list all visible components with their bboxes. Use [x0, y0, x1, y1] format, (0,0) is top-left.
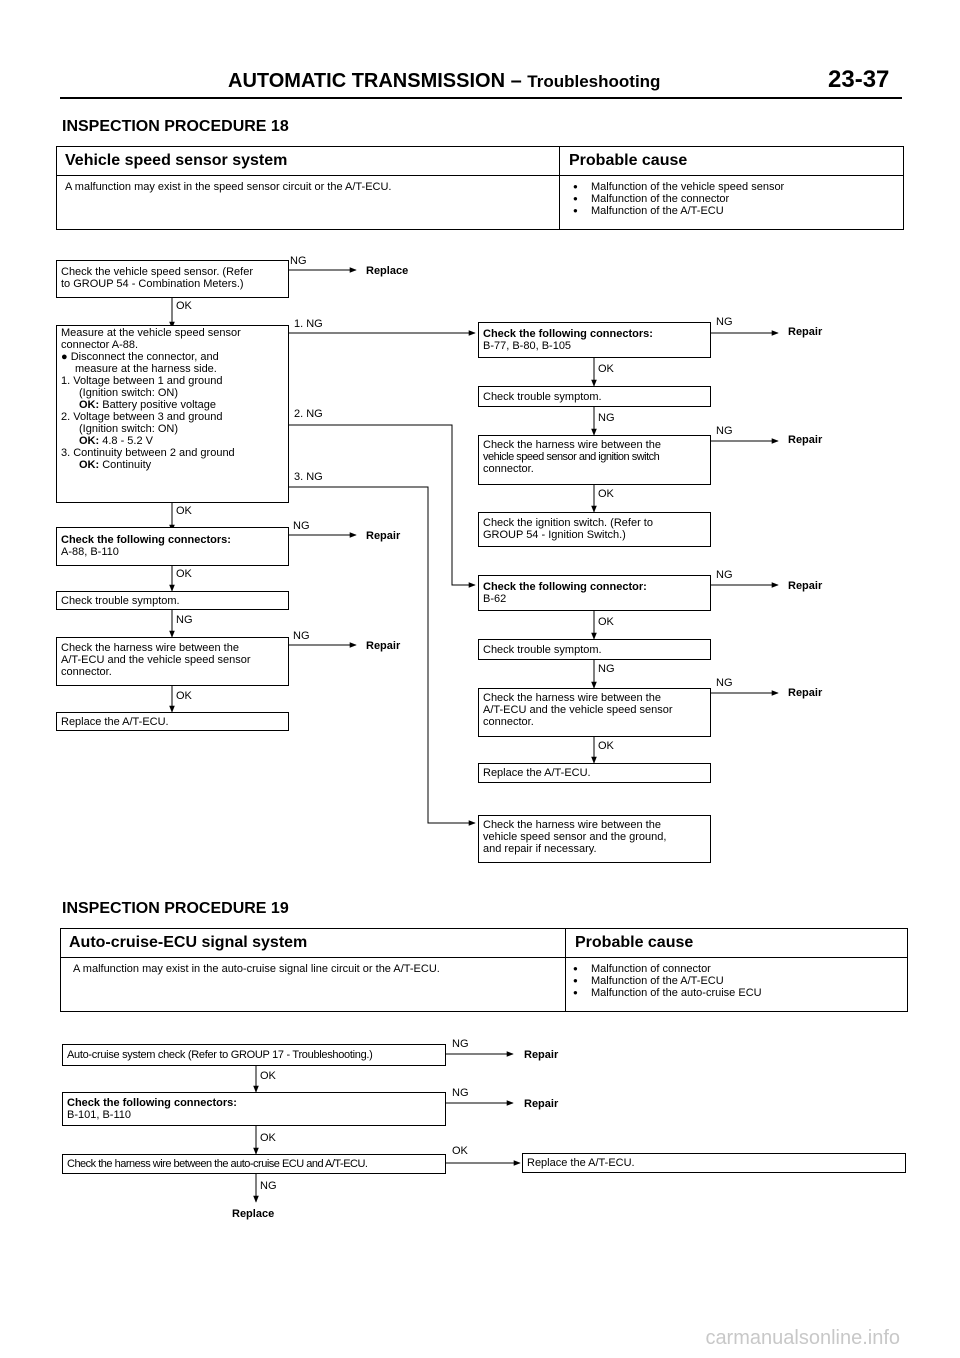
box-line: [61, 459, 284, 471]
proc19-table: [60, 928, 908, 1012]
watermark: carmanualsonline.info: [705, 1327, 900, 1349]
label-ng: NG: [716, 316, 733, 328]
box-line: (Ignition switch: ON): [79, 423, 179, 435]
label-ng: NG: [716, 425, 733, 437]
cause-item: ● Malfunction of the A/T-ECU: [573, 975, 762, 987]
box-line: ● Disconnect the connector, and: [61, 351, 219, 363]
label-ok: OK: [598, 616, 614, 628]
label-ok: OK: [598, 740, 614, 752]
cause-item: ● Malfunction of the connector: [573, 193, 784, 205]
box-line: (Ignition switch: ON): [79, 387, 179, 399]
flow-box-measure: [56, 325, 289, 503]
box-line: Check the harness wire between the: [61, 642, 239, 654]
flow-box-auto-cruise-check: [62, 1044, 446, 1066]
ok-value: Battery positive voltage: [99, 399, 216, 411]
label-ok: OK: [598, 488, 614, 500]
label-ng: NG: [452, 1087, 469, 1099]
proc19-col1-header: Auto-cruise-ECU signal system: [61, 929, 573, 958]
label-ng: NG: [716, 569, 733, 581]
page-number: 23-37: [828, 66, 890, 93]
label-ok: OK: [452, 1145, 468, 1157]
action-repair: Repair: [788, 326, 823, 338]
proc19-description: A malfunction may exist in the auto-cruise signal line circuit or the A/T-ECU.: [73, 963, 440, 975]
proc19-heading: INSPECTION PROCEDURE 19: [62, 900, 289, 917]
flow-box-trouble-symptom-r2: [478, 639, 711, 660]
box-line: Measure at the vehicle speed sensor: [61, 327, 241, 339]
box-line: Check the vehicle speed sensor. (Refer: [61, 266, 253, 278]
box-line: 3. Continuity between 2 and ground: [61, 447, 235, 459]
box-line: [61, 435, 284, 447]
box-line: connector A-88.: [61, 339, 139, 351]
flow-box-ignition-switch: [478, 512, 711, 547]
label-ok: OK: [176, 690, 192, 702]
label-ok: OK: [598, 363, 614, 375]
box-line: to GROUP 54 - Combination Meters.): [61, 278, 244, 290]
box-line: 1. Voltage between 1 and ground: [61, 375, 223, 387]
flow-box-check-speed-sensor: [56, 260, 289, 298]
action-repair: Repair: [524, 1049, 559, 1061]
proc18-col1-header: Vehicle speed sensor system: [57, 147, 567, 176]
box-line: GROUP 54 - Ignition Switch.): [483, 529, 626, 541]
box-line: [61, 399, 284, 411]
flow-box-replace-ecu-r: [478, 763, 711, 783]
ok-value: 4.8 - 5.2 V: [99, 435, 153, 447]
box-line: connector.: [483, 463, 534, 475]
cause-item: ● Malfunction of the vehicle speed sensor: [573, 181, 784, 193]
label-ng: NG: [598, 663, 615, 675]
box-line: Replace the A/T-ECU.: [483, 767, 591, 779]
box-line: vehicle speed sensor and ignition switch: [483, 451, 660, 463]
header-dash: –: [510, 70, 522, 92]
action-repair: Repair: [366, 530, 401, 542]
box-line: Check the harness wire between the: [483, 819, 661, 831]
flow-box-replace-ecu: [56, 712, 289, 731]
label-ok: OK: [176, 505, 192, 517]
flow-box-harness-ecu-r: [478, 688, 711, 737]
box-line: A-88, B-110: [61, 546, 119, 558]
box-line: Check the harness wire between the auto-cruise ECU and A/T-ECU.: [67, 1158, 368, 1170]
cause-item: ● Malfunction of connector: [573, 963, 762, 975]
box-line: B-62: [483, 593, 507, 605]
box-line: Check the ignition switch. (Refer to: [483, 517, 653, 529]
proc19-divider: [565, 929, 566, 1011]
box-line: connector.: [61, 666, 112, 678]
label-ng: NG: [716, 677, 733, 689]
ok-label: OK:: [79, 399, 100, 411]
proc19-col2-header: Probable cause: [565, 929, 907, 958]
ok-value: Continuity: [99, 459, 152, 471]
box-line: Check the following connectors:: [483, 328, 653, 340]
box-line: A/T-ECU and the vehicle speed sensor: [61, 654, 251, 666]
action-repair: Repair: [366, 640, 401, 652]
box-line: Check the following connectors:: [61, 534, 231, 546]
label-ng: NG: [452, 1038, 469, 1050]
header-sub: Troubleshooting: [527, 72, 661, 91]
box-line: A/T-ECU and the vehicle speed sensor: [483, 704, 673, 716]
label-ng: NG: [293, 520, 310, 532]
flow-box-trouble-symptom: [56, 591, 289, 610]
box-line: vehicle speed sensor and the ground,: [483, 831, 667, 843]
box-line: Check the following connector:: [483, 581, 647, 593]
label-ng: NG: [598, 412, 615, 424]
box-line: Auto-cruise system check (Refer to GROUP 17 - Troubleshooting.): [67, 1049, 373, 1061]
flow-box-check-connector-b62: [478, 575, 711, 611]
flow-box-harness-ground: [478, 815, 711, 863]
box-line: 2. Voltage between 3 and ground: [61, 411, 223, 423]
label-ng: NG: [290, 255, 307, 267]
proc18-heading: INSPECTION PROCEDURE 18: [62, 118, 289, 135]
flow-box-harness-ecu: [56, 637, 289, 686]
cause-item: ● Malfunction of the A/T-ECU: [573, 205, 784, 217]
box-line: Check trouble symptom.: [483, 644, 602, 656]
flow-box-replace-ecu-19: [522, 1153, 906, 1173]
flow-box-harness-ignition: [478, 435, 711, 485]
box-line: Check the harness wire between the: [483, 692, 661, 704]
header-main: AUTOMATIC TRANSMISSION: [228, 70, 506, 92]
label-ng: NG: [260, 1180, 277, 1192]
box-line: and repair if necessary.: [483, 843, 597, 855]
box-line: Check the harness wire between the: [483, 439, 661, 451]
box-line: Check the following connectors:: [67, 1097, 237, 1109]
flow-box-harness-auto-cruise: [62, 1154, 446, 1174]
label-ok: OK: [176, 568, 192, 580]
action-repair: Repair: [788, 434, 823, 446]
box-line: Check trouble symptom.: [61, 595, 180, 607]
proc18-description: A malfunction may exist in the speed sensor circuit or the A/T-ECU.: [65, 181, 392, 193]
box-line: B-77, B-80, B-105: [483, 340, 572, 352]
label-ok: OK: [260, 1132, 276, 1144]
proc19-causes: [573, 963, 762, 999]
action-repair: Repair: [788, 687, 823, 699]
cause-item: ● Malfunction of the auto-cruise ECU: [573, 987, 762, 999]
action-replace: Replace: [232, 1208, 275, 1220]
label-ok: OK: [176, 300, 192, 312]
ok-label: OK:: [79, 459, 100, 471]
box-line: Replace the A/T-ECU.: [61, 716, 169, 728]
flow-box-check-connectors-a88: [56, 527, 289, 566]
label-3-ng: 3. NG: [294, 471, 323, 483]
label-ok: OK: [260, 1070, 276, 1082]
box-line: connector.: [483, 716, 534, 728]
box-line: Check trouble symptom.: [483, 391, 602, 403]
flow-box-check-connectors-b101: [62, 1092, 446, 1126]
action-replace: Replace: [366, 265, 409, 277]
action-repair: Repair: [524, 1098, 559, 1110]
label-ng: NG: [293, 630, 310, 642]
flow-box-check-connectors-b77: [478, 322, 711, 358]
box-line: measure at the harness side.: [75, 363, 217, 375]
label-2-ng: 2. NG: [294, 408, 323, 420]
label-ng: NG: [176, 614, 193, 626]
box-line: Replace the A/T-ECU.: [527, 1157, 635, 1169]
label-1-ng: 1. NG: [294, 318, 323, 330]
box-line: B-101, B-110: [67, 1109, 132, 1121]
ok-label: OK:: [79, 435, 100, 447]
flow-box-trouble-symptom-r: [478, 386, 711, 407]
proc18-col2-header: Probable cause: [559, 147, 903, 176]
action-repair: Repair: [788, 580, 823, 592]
